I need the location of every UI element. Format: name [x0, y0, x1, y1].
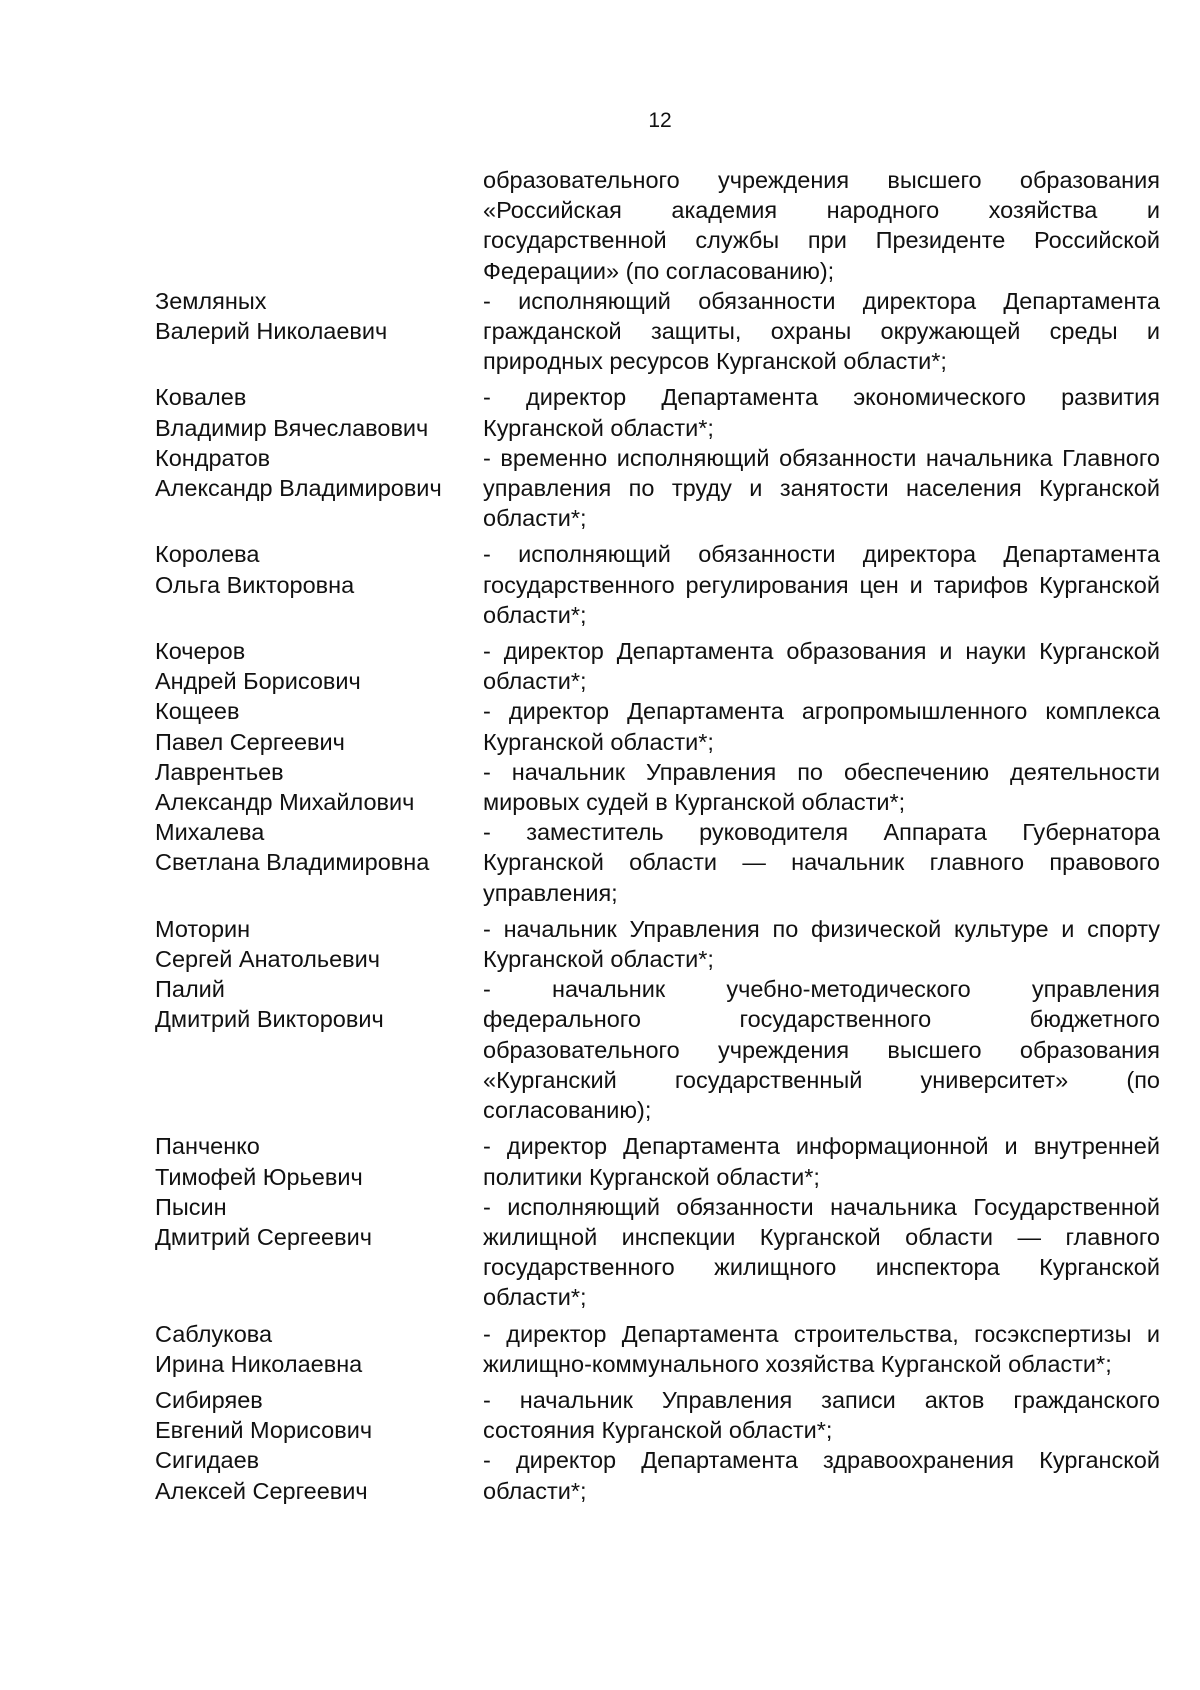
- member-name: [155, 1385, 483, 1445]
- member-position: - временно исполняющий обязанности начальника Главного управления по труду и занятости населения Курганской области*;: [483, 444, 1160, 532]
- given-names: Евгений Морисович: [155, 1417, 373, 1444]
- member-position: - начальник Управления по физической культуре и спорту Курганской области*;: [483, 915, 1160, 973]
- member-position: - директор Департамента образования и науки Курганской области*;: [483, 638, 1160, 695]
- list-item: [155, 636, 1160, 696]
- surname: Кощеев: [155, 698, 240, 725]
- list-item: [155, 757, 1160, 817]
- list-item: [155, 1445, 1160, 1505]
- member-name: [155, 817, 483, 908]
- member-position: - заместитель руководителя Аппарата Губернатора Курганской области — начальник главного правового управления;: [483, 819, 1160, 906]
- list-item: [155, 974, 1160, 1125]
- given-names: Александр Владимирович: [155, 475, 442, 502]
- member-name: [155, 382, 483, 442]
- surname: Палий: [155, 976, 225, 1003]
- list-item: [155, 286, 1160, 377]
- member-name: [155, 1192, 483, 1313]
- intro-continuation: [155, 165, 1160, 286]
- member-name: [155, 286, 483, 377]
- given-names: Дмитрий Сергеевич: [155, 1223, 372, 1250]
- given-names: Тимофей Юрьевич: [155, 1163, 363, 1190]
- member-position: - начальник учебно-методического управления федерального государственного бюджетного образовательного учреждения высшего образования «Курганский государственный университет» (по согласованию);: [483, 976, 1160, 1124]
- list-item: [155, 382, 1160, 442]
- member-name: [155, 1131, 483, 1191]
- member-position: - директор Департамента информационной и внутренней политики Курганской области*;: [483, 1133, 1160, 1190]
- surname: Ковалев: [155, 384, 247, 411]
- list-item: [155, 539, 1160, 630]
- given-names: Павел Сергеевич: [155, 728, 345, 755]
- given-names: Ольга Викторовна: [155, 571, 355, 598]
- list-item: [155, 1192, 1160, 1313]
- surname: Земляных: [155, 287, 267, 314]
- list-item: [155, 1385, 1160, 1445]
- member-name: [155, 757, 483, 817]
- member-position: - директор Департамента экономического развития Курганской области*;: [483, 384, 1160, 441]
- list-item: [155, 817, 1160, 908]
- given-names: Владимир Вячеславович: [155, 414, 429, 441]
- member-position: - исполняющий обязанности директора Департамента гражданской защиты, охраны окружающей среды и природных ресурсов Курганской области*;: [483, 287, 1160, 375]
- surname: Королева: [155, 541, 260, 568]
- list-item: [155, 914, 1160, 974]
- given-names: Александр Михайлович: [155, 789, 415, 816]
- member-name: [155, 636, 483, 696]
- given-names: Ирина Николаевна: [155, 1350, 363, 1377]
- given-names: Валерий Николаевич: [155, 318, 388, 345]
- given-names: Андрей Борисович: [155, 668, 361, 695]
- list-item: [155, 1131, 1160, 1191]
- member-position: - исполняющий обязанности директора Департамента государственного регулирования цен и тарифов Курганской области*;: [483, 541, 1160, 628]
- member-position: - директор Департамента строительства, госэкспертизы и жилищно-коммунального хозяйства Курганской области*;: [483, 1320, 1160, 1377]
- member-name: [155, 539, 483, 630]
- surname: Саблукова: [155, 1320, 273, 1347]
- list-item: [155, 1319, 1160, 1379]
- given-names: Светлана Владимировна: [155, 849, 430, 876]
- member-position: - начальник Управления по обеспечению деятельности мировых судей в Курганской области*;: [483, 758, 1160, 816]
- given-names: Сергей Анатольевич: [155, 946, 381, 973]
- surname: Лаврентьев: [155, 758, 284, 785]
- member-position: - директор Департамента агропромышленного комплекса Курганской области*;: [483, 698, 1160, 755]
- surname: Моторин: [155, 915, 251, 942]
- member-name: [155, 696, 483, 756]
- member-position: - директор Департамента здравоохранения Курганской области*;: [483, 1447, 1160, 1504]
- surname: Панченко: [155, 1133, 260, 1160]
- member-name: [155, 443, 483, 534]
- surname: Кондратов: [155, 444, 271, 471]
- member-name: [155, 1319, 483, 1379]
- member-position: - исполняющий обязанности начальника Государственной жилищной инспекции Курганской области — главного государственного жилищного инспектора Курганской области*;: [483, 1193, 1160, 1311]
- surname: Кочеров: [155, 638, 246, 665]
- given-names: Алексей Сергеевич: [155, 1477, 368, 1504]
- list-item: [155, 443, 1160, 534]
- empty-name-column: [155, 165, 483, 286]
- surname: Сибиряев: [155, 1386, 263, 1413]
- page-number: 12: [648, 109, 672, 132]
- member-name: [155, 974, 483, 1125]
- surname: Пысин: [155, 1193, 227, 1220]
- given-names: Дмитрий Викторович: [155, 1006, 384, 1033]
- list-item: [155, 696, 1160, 756]
- surname: Михалева: [155, 819, 265, 846]
- member-position: - начальник Управления записи актов гражданского состояния Курганской области*;: [483, 1386, 1160, 1444]
- intro-text: образовательного учреждения высшего образования «Российская академия народного хозяйства и государственной службы при Президенте Российской Федерации» (по согласованию);: [483, 167, 1160, 284]
- member-name: [155, 1445, 483, 1505]
- member-name: [155, 914, 483, 974]
- members-list: [155, 165, 1160, 1506]
- surname: Сигидаев: [155, 1447, 260, 1474]
